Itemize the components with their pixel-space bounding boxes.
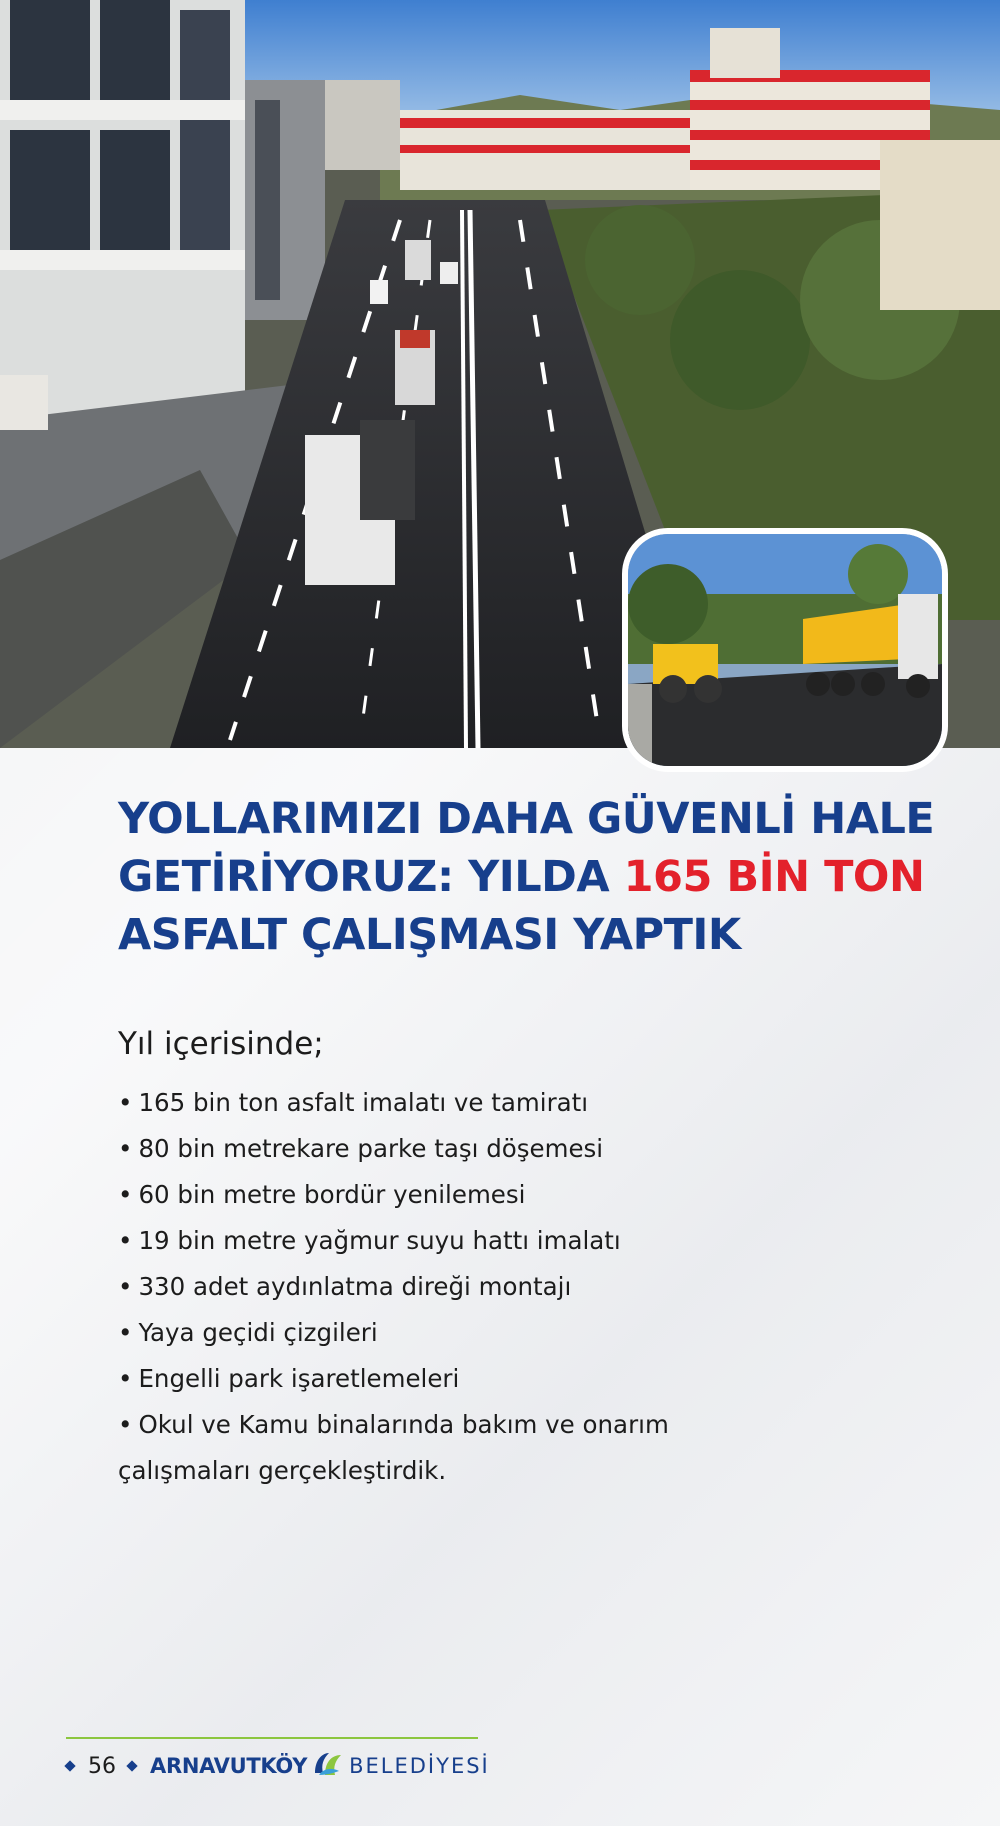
inset-paving-illustration — [628, 534, 942, 766]
diamond-icon — [126, 1760, 137, 1771]
list-item-text: Yaya geçidi çizgileri — [138, 1318, 378, 1347]
list-item-text: 60 bin metre bordür yenilemesi — [138, 1180, 526, 1209]
brand-name: ARNAVUTKÖY — [150, 1754, 308, 1778]
diamond-icon — [64, 1760, 75, 1771]
list-item — [118, 1356, 878, 1402]
bullet-glyph: • — [118, 1180, 133, 1209]
inset-paving-photo — [622, 528, 948, 772]
list-item — [118, 1402, 878, 1448]
list-item-text: 165 bin ton asfalt imalatı ve tamiratı — [138, 1088, 589, 1117]
bullet-glyph: • — [118, 1088, 133, 1117]
list-item — [118, 1080, 878, 1126]
intro-text: Yıl içerisinde; — [118, 1026, 324, 1062]
bullet-glyph: • — [118, 1272, 133, 1301]
title-line-3: ASFALT ÇALIŞMASI YAPTIK — [118, 910, 741, 960]
bullet-glyph: • — [118, 1134, 133, 1163]
list-item-text: çalışmaları gerçekleştirdik. — [118, 1456, 447, 1485]
list-item-text: 330 adet aydınlatma direği montajı — [138, 1272, 572, 1301]
list-item — [118, 1218, 878, 1264]
title-line-1: YOLLARIMIZI DAHA GÜVENLİ HALE — [118, 794, 935, 844]
page-footer — [66, 1748, 490, 1784]
title-line-2 — [118, 848, 938, 906]
list-item — [118, 1126, 878, 1172]
list-item-text: Okul ve Kamu binalarında bakım ve onarım — [138, 1410, 669, 1439]
list-item-continuation — [118, 1448, 878, 1494]
title-line-2-start: GETİRİYORUZ: YILDA — [118, 852, 624, 902]
title-highlight: 165 BİN TON — [623, 852, 925, 902]
list-item-text: 80 bin metrekare parke taşı döşemesi — [138, 1134, 604, 1163]
bullet-glyph: • — [118, 1226, 133, 1255]
page-number: 56 — [88, 1753, 116, 1779]
bullet-glyph: • — [118, 1364, 133, 1393]
municipality-logo-icon — [311, 1749, 345, 1783]
bullet-glyph: • — [118, 1410, 133, 1439]
list-item-text: 19 bin metre yağmur suyu hattı imalatı — [138, 1226, 621, 1255]
list-item — [118, 1172, 878, 1218]
page-title — [118, 790, 938, 964]
list-item — [118, 1310, 878, 1356]
list-item-text: Engelli park işaretlemeleri — [138, 1364, 460, 1393]
list-item — [118, 1264, 878, 1310]
brand-subtitle: BELEDİYESİ — [349, 1754, 490, 1778]
footer-divider — [66, 1737, 478, 1739]
bullet-glyph: • — [118, 1318, 133, 1347]
achievements-list — [118, 1080, 878, 1494]
